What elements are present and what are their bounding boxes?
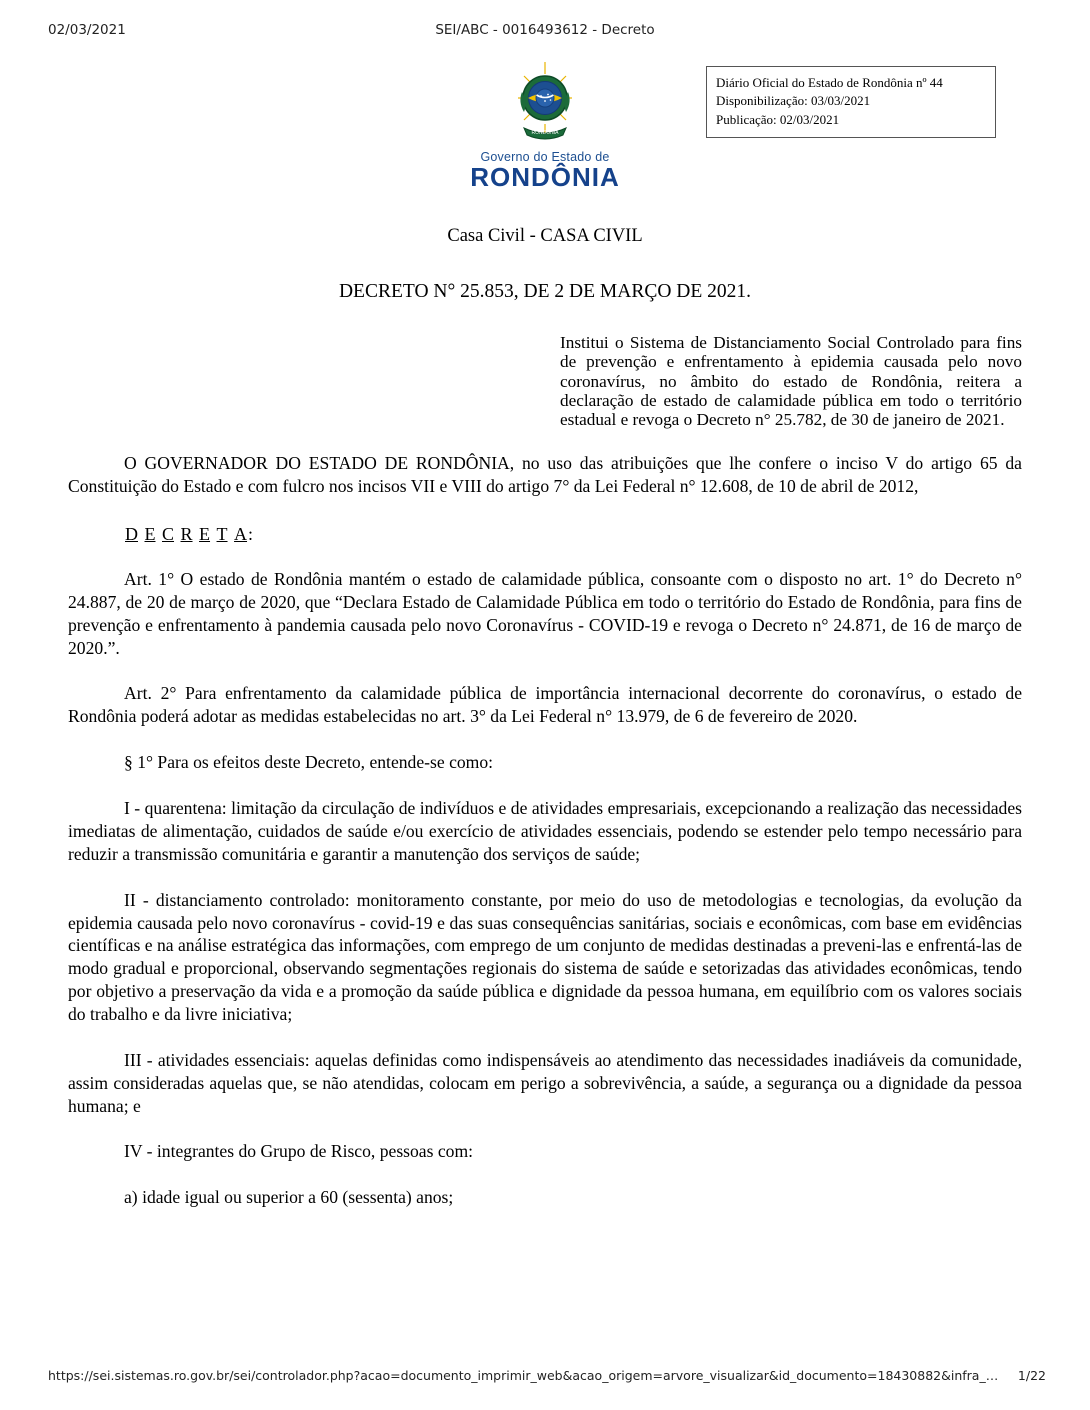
- print-header-title: SEI/ABC - 0016493612 - Decreto: [435, 22, 655, 38]
- print-header-date: 02/03/2021: [48, 22, 126, 38]
- publication-line: Publicação: 02/03/2021: [716, 111, 840, 127]
- government-label: Governo do Estado de: [480, 150, 610, 164]
- item-ii: II - distanciamento controlado: monitoramento constante, por meio do uso de metodologias e tecnologias, da evolução da epidemia causada pelo novo coronavírus - covid-19 e das suas consequências sanitárias, sociais e econômicas, com base em evidências científicas e na análise estratégica das informações, com emprego de um conjunto de medidas destinadas a preveni-las e enfrentá-las de modo gradual e proporcional, observando segmentações regionais do sistema de saúde e setorizadas das atividades econômicas, tendo por objetivo a preservação da vida e a promoção da saúde pública e dignidade da pessoa humana, em equilíbrio com os valores sociais do trabalho e da livre iniciativa;: [68, 889, 1022, 1024]
- print-footer: [0, 1368, 1090, 1388]
- publication-info-box: [706, 66, 996, 138]
- document-content: [68, 58, 1022, 1209]
- article-1-paragraph: Art. 1° O estado de Rondônia mantém o estado de calamidade pública, consoante com o disposto no art. 1° do Decreto n° 24.887, de 20 de março de 2020, que “Declara Estado de Calamidade Pública em todo o território do Estado de Rondônia, para fins de prevenção e enfrentamento à pandemia causada pelo novo Coronavírus - COVID-19 e revoga o Decreto n° 24.871, de 16 de março de 2020.”.: [68, 569, 1022, 658]
- paragraph-1: § 1° Para os efeitos deste Decreto, entende-se como:: [124, 752, 494, 773]
- official-gazette-line: Diário Oficial do Estado de Rondônia nº 44: [716, 75, 943, 90]
- print-footer-page-number: 1/22: [1017, 1368, 1046, 1383]
- print-header: [0, 22, 1090, 42]
- preamble-paragraph: O GOVERNADOR DO ESTADO DE RONDÔNIA, no uso das atribuições que lhe confere o inciso V do artigo 65 da Constituição do Estado e com fulcro nos incisos VII e VIII do artigo 7° da Lei Federal n° 12.608, de 10 de abril de 2012,: [68, 453, 1022, 497]
- decreta-heading: D E C R E T A:: [125, 524, 254, 545]
- decree-summary: Institui o Sistema de Distanciamento Social Controlado para fins de prevenção e enfrentamento à epidemia causada pelo novo coronavírus, no âmbito do estado de Rondônia, reitera a declaração de estado de calamidade pública em todo o território estadual e revoga o Decreto n° 25.782, de 30 de janeiro de 2021.: [560, 333, 1022, 430]
- print-footer-url: https://sei.sistemas.ro.gov.br/sei/controlador.php?acao=documento_imprimir_web&acao_origem=arvore_visualizar&id_documento=18430882&infra_…: [48, 1368, 999, 1383]
- decree-title: DECRETO N° 25.853, DE 2 DE MARÇO DE 2021.: [338, 281, 752, 302]
- availability-line: Disponibilização: 03/03/2021: [716, 93, 871, 109]
- item-iv-a: a) idade igual ou superior a 60 (sessenta) anos;: [124, 1187, 454, 1208]
- issuing-organ: Casa Civil - CASA CIVIL: [447, 226, 643, 246]
- coat-of-arms-icon: [512, 62, 578, 148]
- article-2-paragraph: Art. 2° Para enfrentamento da calamidade pública de importância internacional decorrente do coronavírus, o estado de Rondônia poderá adotar as medidas estabelecidas no art. 3° da Lei Federal n° 13.979, de 6 de fevereiro de 2020.: [68, 683, 1022, 727]
- state-name: RONDÔNIA: [470, 162, 620, 192]
- item-i: I - quarentena: limitação da circulação de indivíduos e de atividades empresariais, excepcionando a realização das necessidades imediatas de alimentação, cuidados de saúde e/ou exercício de atividades essenciais, podendo se estender pelo tempo necessário para reduzir a transmissão comunitária e garantir a manutenção dos serviços de saúde;: [68, 798, 1022, 864]
- item-iv: IV - integrantes do Grupo de Risco, pessoas com:: [124, 1141, 474, 1162]
- svg-text:RONDÔNIA: RONDÔNIA: [531, 130, 559, 136]
- item-iii: III - atividades essenciais: aquelas definidas como indispensáveis ao atendimento das necessidades inadiáveis da comunidade, assim consideradas aquelas que, se não atendidas, colocam em perigo a sobrevivência, a saúde, a segurança ou a dignidade da pessoa humana; e: [68, 1049, 1022, 1116]
